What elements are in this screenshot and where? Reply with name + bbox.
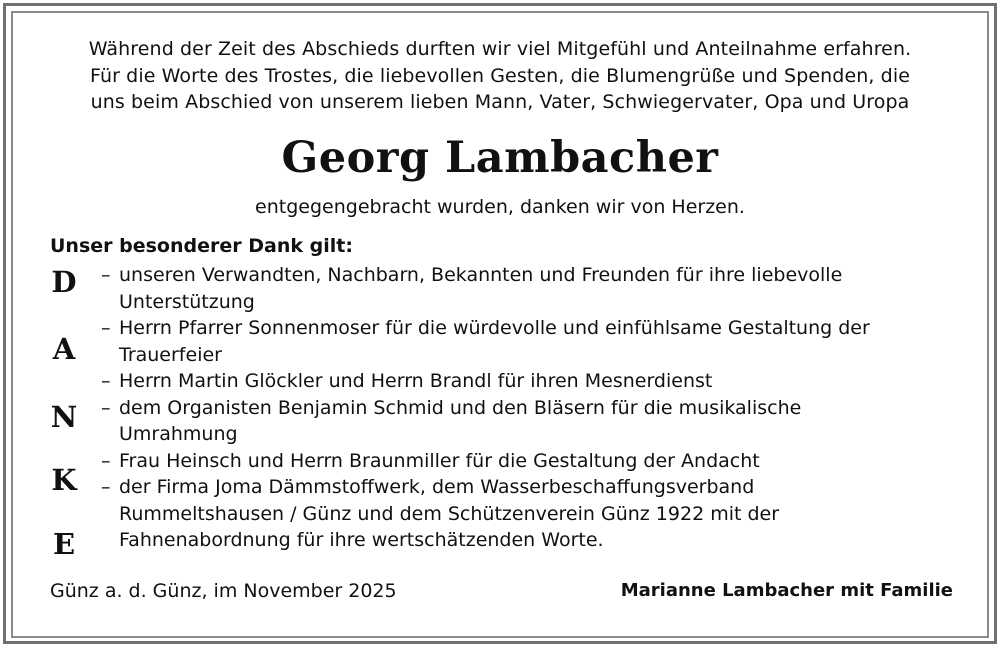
intro-line: uns beim Abschied von unserem lieben Mann, Vater, Schwiegervater, Opa und Uropa xyxy=(90,91,910,113)
side-letter: D xyxy=(51,265,77,299)
intro-paragraph xyxy=(40,36,960,116)
item-text: Herrn Pfarrer Sonnenmoser für die würdevolle und einfühlsame Gestaltung der Trauerfeier xyxy=(119,317,870,366)
item-dash: – xyxy=(101,317,111,339)
item-dash: – xyxy=(101,396,111,419)
thanks-heading: Unser besonderer Dank gilt: xyxy=(50,235,353,257)
intro-line: Für die Worte des Trostes, die liebevollen Gesten, die Blumengrüße und Spenden, die xyxy=(89,64,911,87)
side-letter: N xyxy=(50,400,78,434)
item-text: Herrn Martin Glöckler und Herrn Brandl für ihren Mesnerdienst xyxy=(119,370,713,392)
item-dash: – xyxy=(101,476,111,498)
thanks-item xyxy=(101,448,961,475)
thanks-item xyxy=(101,262,961,315)
item-dash: – xyxy=(101,264,111,286)
thanks-sentence: entgegengebracht wurden, danken wir von Herzen. xyxy=(255,196,745,218)
item-text: Frau Heinsch und Herrn Braunmiller für die Gestaltung der Andacht xyxy=(119,449,760,472)
thanks-item xyxy=(101,395,961,448)
thanks-item xyxy=(101,368,961,395)
item-dash: – xyxy=(101,449,111,472)
thanks-item xyxy=(101,315,961,368)
item-text: unseren Verwandten, Nachbarn, Bekannten und Freunden für ihre liebevolle Unterstützung xyxy=(119,264,843,313)
side-letter: E xyxy=(52,527,76,561)
side-letter: K xyxy=(51,463,77,497)
thanks-item xyxy=(101,474,961,554)
intro-line: Während der Zeit des Abschieds durften wir viel Mitgefühl und Anteilnahme erfahren. xyxy=(88,38,912,60)
item-text: der Firma Joma Dämmstoffwerk, dem Wasserbeschaffungsverband Rummeltshausen / Günz und dem Schützenverein Günz 1922 mit der Fahnenabordnung für ihre wertschätzenden Worte. xyxy=(119,476,780,551)
place-and-date: Günz a. d. Günz, im November 2025 xyxy=(50,580,397,602)
deceased-name: Georg Lambacher xyxy=(281,133,719,183)
item-text: dem Organisten Benjamin Schmid und den Bläsern für die musikalische Umrahmung xyxy=(119,396,802,445)
thanks-list xyxy=(101,262,961,554)
item-dash: – xyxy=(101,370,111,392)
signature: Marianne Lambacher mit Familie xyxy=(620,580,953,601)
side-letter: A xyxy=(52,332,76,366)
